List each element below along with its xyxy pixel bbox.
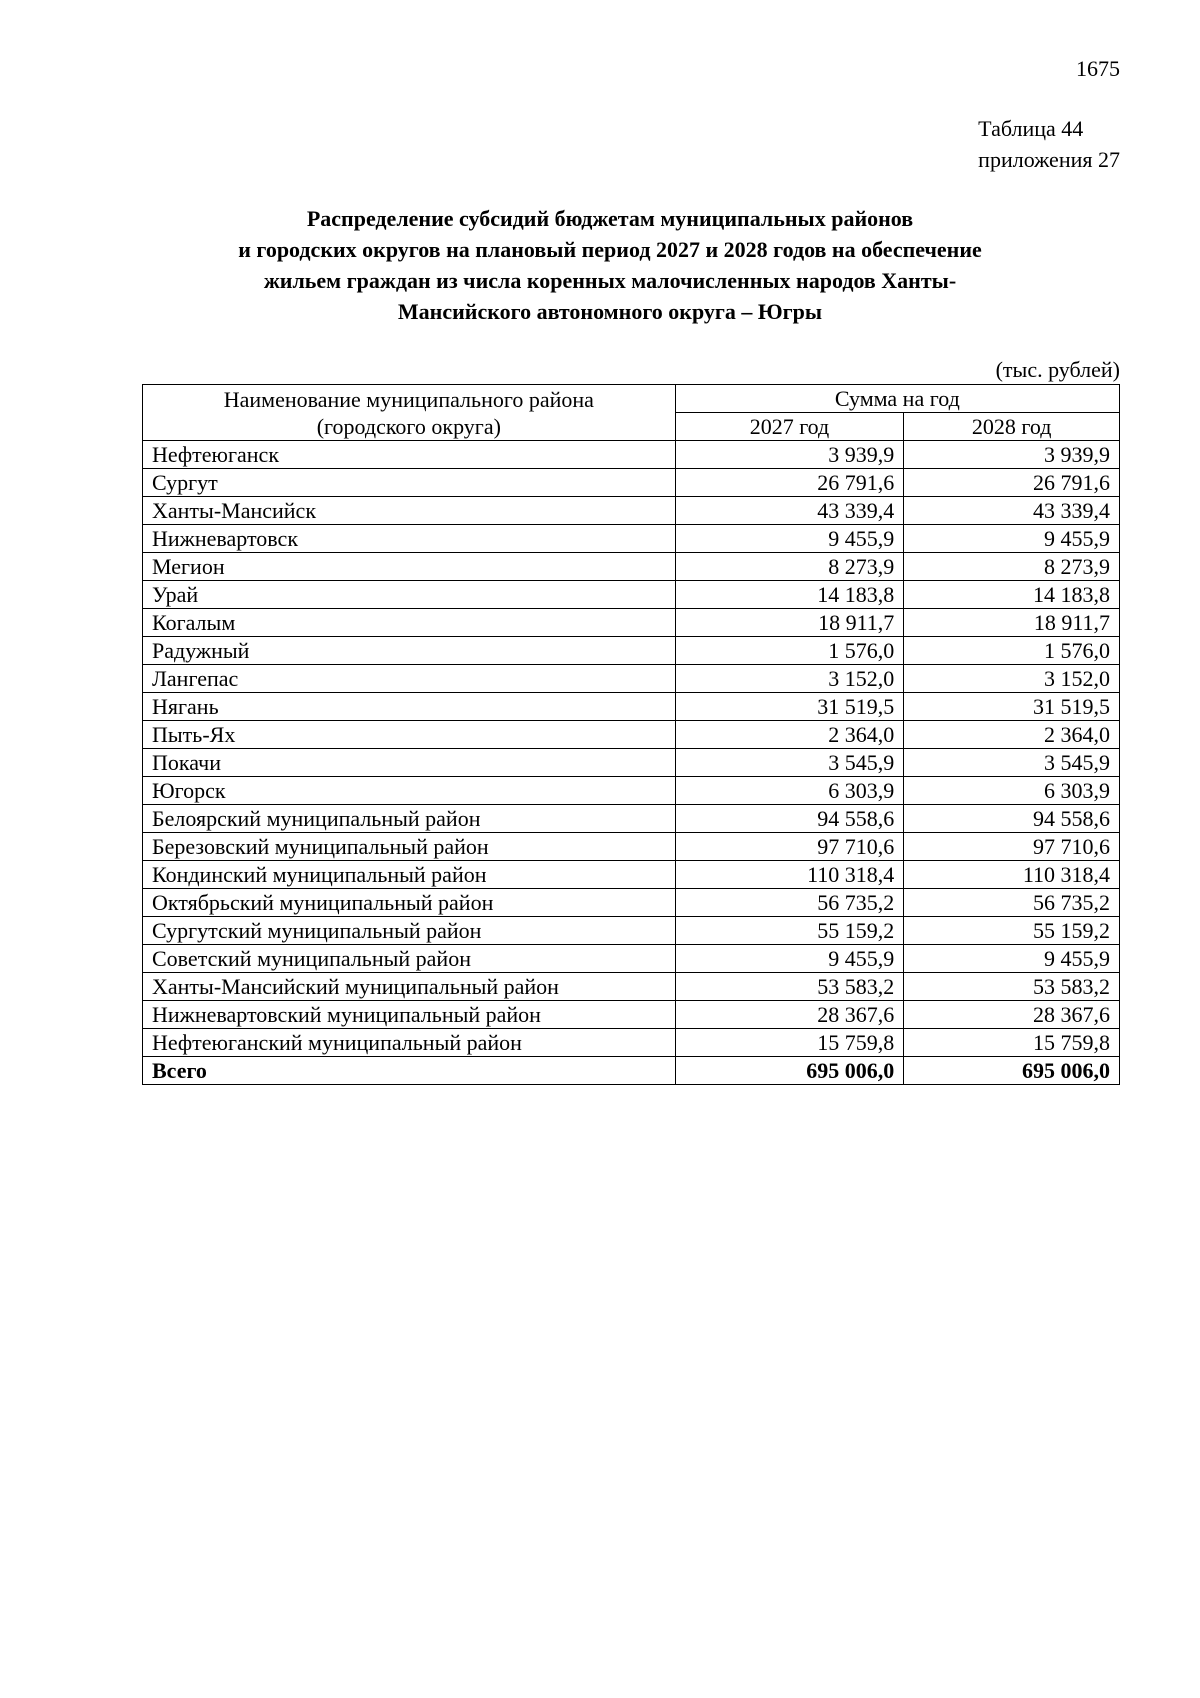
amount-2028-cell: 3 152,0 (904, 665, 1120, 693)
table-row (143, 749, 1120, 777)
amount-2028-cell: 14 183,8 (904, 581, 1120, 609)
table-row (143, 889, 1120, 917)
document-title (160, 203, 1060, 327)
amount-2028-cell: 56 735,2 (904, 889, 1120, 917)
amount-2027-cell: 97 710,6 (675, 833, 904, 861)
amount-2027-cell: 8 273,9 (675, 553, 904, 581)
amount-2027-cell: 3 545,9 (675, 749, 904, 777)
page-number: 1675 (1076, 56, 1120, 81)
header-municipality-line2: (городского округа) (316, 413, 501, 439)
table-row (143, 1029, 1120, 1057)
amount-2028-cell: 26 791,6 (904, 469, 1120, 497)
header-year-2028: 2028 год (904, 413, 1120, 441)
amount-2028-cell: 43 339,4 (904, 497, 1120, 525)
table-row (143, 721, 1120, 749)
municipality-cell: Кондинский муниципальный район (143, 861, 676, 889)
table-row (143, 609, 1120, 637)
amount-2027-cell: 695 006,0 (675, 1057, 904, 1085)
amount-2028-cell: 1 576,0 (904, 637, 1120, 665)
table-row (143, 469, 1120, 497)
table-row (143, 973, 1120, 1001)
amount-2027-cell: 9 455,9 (675, 525, 904, 553)
amount-2027-cell: 55 159,2 (675, 917, 904, 945)
amount-2027-cell: 94 558,6 (675, 805, 904, 833)
amount-2028-cell: 97 710,6 (904, 833, 1120, 861)
amount-2028-cell: 55 159,2 (904, 917, 1120, 945)
table-row (143, 861, 1120, 889)
header-year-2027: 2027 год (675, 413, 904, 441)
title-line: жильем граждан из числа коренных малочисленных народов Ханты- (263, 268, 957, 293)
municipality-cell: Ханты-Мансийский муниципальный район (143, 973, 676, 1001)
amount-2028-cell: 31 519,5 (904, 693, 1120, 721)
municipality-cell: Всего (143, 1057, 676, 1085)
amount-2027-cell: 15 759,8 (675, 1029, 904, 1057)
header-municipality-line1: Наименование муниципального района (223, 386, 594, 412)
units-note: (тыс. рублей) (995, 357, 1120, 382)
amount-2028-cell: 9 455,9 (904, 945, 1120, 973)
table-reference-number: Таблица 44 (978, 116, 1084, 141)
amount-2027-cell: 31 519,5 (675, 693, 904, 721)
table-row (143, 665, 1120, 693)
table-row (143, 945, 1120, 973)
amount-2028-cell: 2 364,0 (904, 721, 1120, 749)
amount-2028-cell: 18 911,7 (904, 609, 1120, 637)
header-sum-per-year: Сумма на год (675, 385, 1119, 413)
municipality-cell: Лангепас (143, 665, 676, 693)
amount-2027-cell: 18 911,7 (675, 609, 904, 637)
amount-2027-cell: 3 939,9 (675, 441, 904, 469)
amount-2027-cell: 6 303,9 (675, 777, 904, 805)
table-row (143, 441, 1120, 469)
table-row (143, 581, 1120, 609)
municipality-cell: Ханты-Мансийск (143, 497, 676, 525)
amount-2028-cell: 53 583,2 (904, 973, 1120, 1001)
amount-2028-cell: 3 939,9 (904, 441, 1120, 469)
amount-2028-cell: 110 318,4 (904, 861, 1120, 889)
amount-2028-cell: 695 006,0 (904, 1057, 1120, 1085)
table-row (143, 553, 1120, 581)
header-municipality (143, 385, 676, 441)
amount-2028-cell: 28 367,6 (904, 1001, 1120, 1029)
municipality-cell: Урай (143, 581, 676, 609)
municipality-cell: Березовский муниципальный район (143, 833, 676, 861)
table-row (143, 693, 1120, 721)
amount-2027-cell: 28 367,6 (675, 1001, 904, 1029)
municipality-cell: Когалым (143, 609, 676, 637)
table-row (143, 497, 1120, 525)
amount-2028-cell: 94 558,6 (904, 805, 1120, 833)
amount-2027-cell: 14 183,8 (675, 581, 904, 609)
municipality-cell: Белоярский муниципальный район (143, 805, 676, 833)
amount-2027-cell: 2 364,0 (675, 721, 904, 749)
municipality-cell: Советский муниципальный район (143, 945, 676, 973)
table-body (143, 441, 1120, 1085)
municipality-cell: Нижневартовск (143, 525, 676, 553)
municipality-cell: Нижневартовский муниципальный район (143, 1001, 676, 1029)
municipality-cell: Пыть-Ях (143, 721, 676, 749)
municipality-cell: Мегион (143, 553, 676, 581)
municipality-cell: Сургут (143, 469, 676, 497)
amount-2028-cell: 6 303,9 (904, 777, 1120, 805)
table-row (143, 525, 1120, 553)
table-row (143, 833, 1120, 861)
amount-2028-cell: 9 455,9 (904, 525, 1120, 553)
amount-2027-cell: 43 339,4 (675, 497, 904, 525)
amount-2027-cell: 9 455,9 (675, 945, 904, 973)
table-reference-appendix: приложения 27 (978, 147, 1120, 172)
amount-2027-cell: 1 576,0 (675, 637, 904, 665)
table-row (143, 917, 1120, 945)
amount-2027-cell: 56 735,2 (675, 889, 904, 917)
amount-2028-cell: 3 545,9 (904, 749, 1120, 777)
amount-2027-cell: 110 318,4 (675, 861, 904, 889)
amount-2027-cell: 26 791,6 (675, 469, 904, 497)
municipality-cell: Нефтеюганский муниципальный район (143, 1029, 676, 1057)
amount-2028-cell: 15 759,8 (904, 1029, 1120, 1057)
subsidy-table (142, 384, 1120, 1085)
table-row (143, 1001, 1120, 1029)
title-line: Распределение субсидий бюджетам муниципальных районов (306, 206, 914, 231)
table-row (143, 805, 1120, 833)
municipality-cell: Покачи (143, 749, 676, 777)
amount-2027-cell: 53 583,2 (675, 973, 904, 1001)
title-line: Мансийского автономного округа – Югры (397, 299, 823, 324)
header-row (143, 385, 1120, 413)
municipality-cell: Сургутский муниципальный район (143, 917, 676, 945)
amount-2027-cell: 3 152,0 (675, 665, 904, 693)
municipality-cell: Радужный (143, 637, 676, 665)
total-row (143, 1057, 1120, 1085)
municipality-cell: Октябрьский муниципальный район (143, 889, 676, 917)
table-reference (978, 113, 1120, 175)
title-line: и городских округов на плановый период 2027 и 2028 годов на обеспечение (238, 237, 982, 262)
table-row (143, 637, 1120, 665)
municipality-cell: Нефтеюганск (143, 441, 676, 469)
municipality-cell: Нягань (143, 693, 676, 721)
amount-2028-cell: 8 273,9 (904, 553, 1120, 581)
table-row (143, 777, 1120, 805)
municipality-cell: Югорск (143, 777, 676, 805)
